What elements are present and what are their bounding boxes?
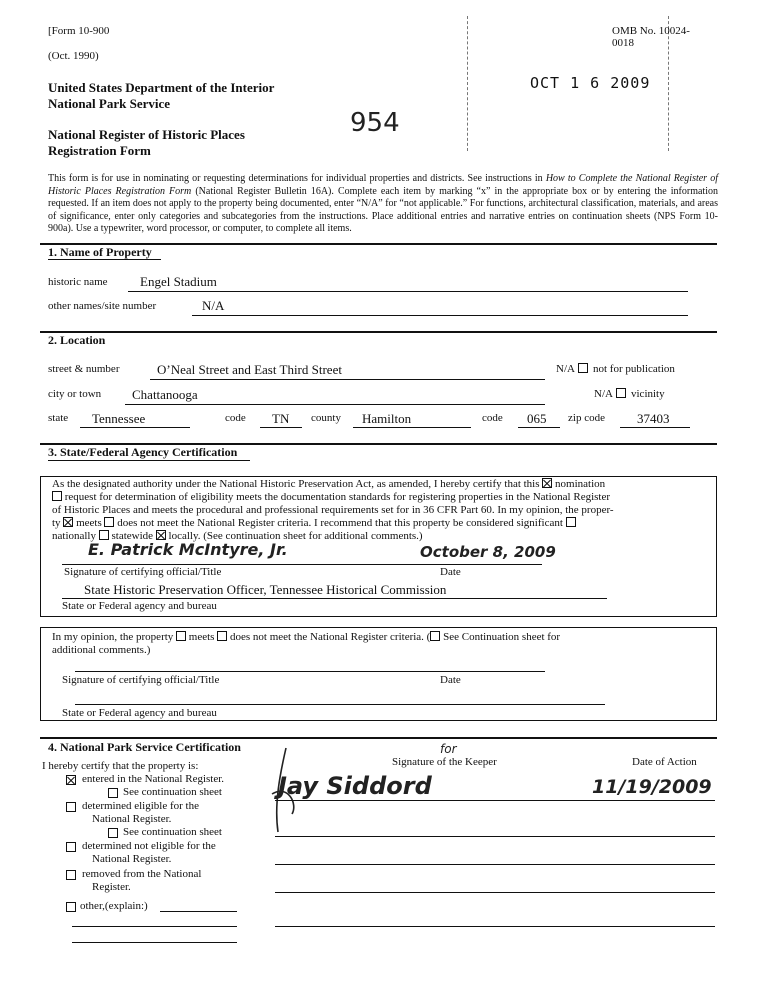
agency: National Park Service (48, 96, 171, 111)
street-label: street & number (48, 363, 120, 375)
eligible-label-2: National Register. (92, 813, 172, 825)
zip-label: zip code (568, 412, 605, 424)
section-1-title: 1. Name of Property (48, 245, 152, 259)
na-vicinity: N/A (594, 388, 613, 400)
section-3-title-underline (48, 460, 250, 461)
received-date-stamp: OCT 1 6 2009 (530, 74, 651, 92)
not-for-publication-label: not for publication (593, 363, 675, 375)
date-label: Date (440, 566, 461, 578)
omb-number: OMB No. 10024- (612, 25, 690, 37)
opinion-agency-line (75, 704, 605, 705)
eligible-continuation-label: See continuation sheet (123, 826, 222, 838)
other-explain-line (160, 911, 237, 912)
form-title-line-1: National Register of Historic Places (48, 127, 245, 142)
action-date-handwritten: 11/19/2009 (592, 776, 712, 798)
county-value[interactable]: Hamilton (362, 411, 412, 426)
state-value[interactable]: Tennessee (92, 411, 146, 426)
state-code-underline (260, 427, 302, 428)
eligible-label: determined eligible for the (82, 800, 199, 812)
other-names-value[interactable]: N/A (202, 298, 225, 313)
vicinity-label: vicinity (631, 388, 665, 400)
street-underline (150, 379, 545, 380)
request-determination-checkbox[interactable] (52, 491, 62, 501)
county-code-label: code (482, 412, 503, 424)
state-label: state (48, 412, 69, 424)
date-of-action-label: Date of Action (632, 756, 697, 768)
signature-label: Signature of certifying official/Title (64, 566, 222, 578)
significant-checkbox[interactable] (566, 517, 576, 527)
state-code-value[interactable]: TN (272, 411, 290, 426)
state-code-label: code (225, 412, 246, 424)
statewide-checkbox-pre[interactable] (99, 530, 109, 540)
section-2-rule (40, 331, 717, 333)
opinion-date-label: Date (440, 674, 461, 686)
handwritten-reference: 954 (350, 108, 400, 138)
removed-checkbox[interactable] (66, 870, 76, 880)
county-code-underline (518, 427, 560, 428)
form-number: [Form 10-900 (48, 25, 110, 37)
locally-checkbox[interactable] (156, 530, 166, 540)
keeper-signature: Jay Siddord (278, 772, 432, 800)
entered-checkbox[interactable] (66, 775, 76, 785)
opinion-signature-label: Signature of certifying official/Title (62, 674, 220, 686)
entered-continuation-checkbox[interactable] (108, 788, 118, 798)
historic-name-label: historic name (48, 276, 108, 288)
nps-intro: I hereby certify that the property is: (42, 760, 199, 772)
nomination-checkbox[interactable] (542, 478, 552, 488)
state-underline (80, 427, 190, 428)
vicinity-checkbox[interactable] (616, 388, 626, 398)
county-code-value[interactable]: 065 (527, 411, 547, 426)
opinion-text: In my opinion, the property meets does not meet the National Register criteria. ( See Continuation sheet for additional comments.) (52, 631, 561, 656)
county-underline (353, 427, 471, 428)
department: United States Department of the Interior (48, 80, 275, 95)
keeper-line-3 (275, 864, 715, 865)
entered-continuation-label: See continuation sheet (123, 786, 222, 798)
other-names-label: other names/site number (48, 300, 157, 312)
opinion-agency-label: State or Federal agency and bureau (62, 707, 217, 719)
keeper-line-4 (275, 892, 715, 893)
section-4-rule (40, 737, 717, 739)
other-explain-line-2 (72, 926, 237, 927)
eligible-checkbox[interactable] (66, 802, 76, 812)
street-value[interactable]: O’Neal Street and East Third Street (157, 362, 342, 377)
city-value[interactable]: Chattanooga (132, 387, 198, 402)
keeper-line-1 (275, 800, 715, 801)
not-eligible-checkbox[interactable] (66, 842, 76, 852)
meets-checkbox[interactable] (63, 517, 73, 527)
keeper-label: Signature of the Keeper (392, 756, 497, 768)
does-not-meet-checkbox[interactable] (104, 517, 114, 527)
section-4-title: 4. National Park Service Certification (48, 740, 241, 754)
keeper-line-2 (275, 836, 715, 837)
not-for-publication-checkbox[interactable] (578, 363, 588, 373)
signature-line (62, 564, 542, 565)
other-checkbox[interactable] (66, 902, 76, 912)
for-handwritten: for (440, 742, 457, 756)
removed-label: removed from the National (82, 868, 202, 880)
agency-line (62, 598, 607, 599)
eligible-continuation-checkbox[interactable] (108, 828, 118, 838)
county-label: county (311, 412, 341, 424)
section-1-title-underline (48, 259, 161, 260)
opinion-continuation-checkbox[interactable] (430, 631, 440, 641)
certification-date-handwritten: October 8, 2009 (420, 543, 556, 561)
form-title-line-2: Registration Form (48, 143, 151, 158)
removed-label-2: Register. (92, 881, 131, 893)
other-names-underline (192, 315, 688, 316)
certification-text: As the designated authority under the National Historic Preservation Act, as amended, I hereby certify that this nomination request for determination of eligibility meets the documentation standards for registering properties in the National Register of Historic Places and meets the procedural and professional requirements set for in 36 CFR Part 60. In my opinion, the proper- ty meets does not meet the National Register criteria. I recommend that this property be considered significant nationally statewide locally. (See continuation sheet for additional comments.) (52, 478, 614, 542)
opinion-does-not-meet-checkbox[interactable] (217, 631, 227, 641)
city-underline (125, 404, 545, 405)
omb-number-2: 0018 (612, 37, 634, 49)
zip-underline (620, 427, 690, 428)
keeper-line-5 (275, 926, 715, 927)
zip-value[interactable]: 37403 (637, 411, 670, 426)
form-date: (Oct. 1990) (48, 50, 99, 62)
certifying-agency-value[interactable]: State Historic Preservation Officer, Tennessee Historical Commission (84, 582, 447, 597)
historic-name-value[interactable]: Engel Stadium (140, 274, 217, 289)
historic-name-underline (128, 291, 688, 292)
other-label: other,(explain:) (80, 900, 148, 912)
not-eligible-label-2: National Register. (92, 853, 172, 865)
certifying-official-signature: E. Patrick McIntyre, Jr. (88, 540, 288, 559)
not-eligible-label: determined not eligible for the (82, 840, 216, 852)
section-2-title: 2. Location (48, 333, 106, 347)
opinion-meets-checkbox[interactable] (176, 631, 186, 641)
na-not-for-publication: N/A (556, 363, 575, 375)
agency-label: State or Federal agency and bureau (62, 600, 217, 612)
section-3-title: 3. State/Federal Agency Certification (48, 445, 238, 459)
opinion-signature-line (75, 671, 545, 672)
other-explain-line-3 (72, 942, 237, 943)
instructions-paragraph: This form is for use in nominating or requesting determinations for individual properties and districts. See instructions in How to Complete the National Register of Historic Places Registration Form (National Register Bulletin 16A). Complete each item by marking “x” in the appropriate box or by entering the information requested. If an item does not apply to the property being documented, enter “N/A” for “not applicable.” For functions, architectural classification, materials, and areas of significance, enter only categories and subcategories from the instructions. Place additional entries and narrative entries on continuation sheets (NPS Form 10-900a). Use a typewriter, word processor, or computer, to complete all items. (48, 173, 718, 234)
entered-label: entered in the National Register. (82, 773, 225, 785)
city-label: city or town (48, 388, 102, 400)
